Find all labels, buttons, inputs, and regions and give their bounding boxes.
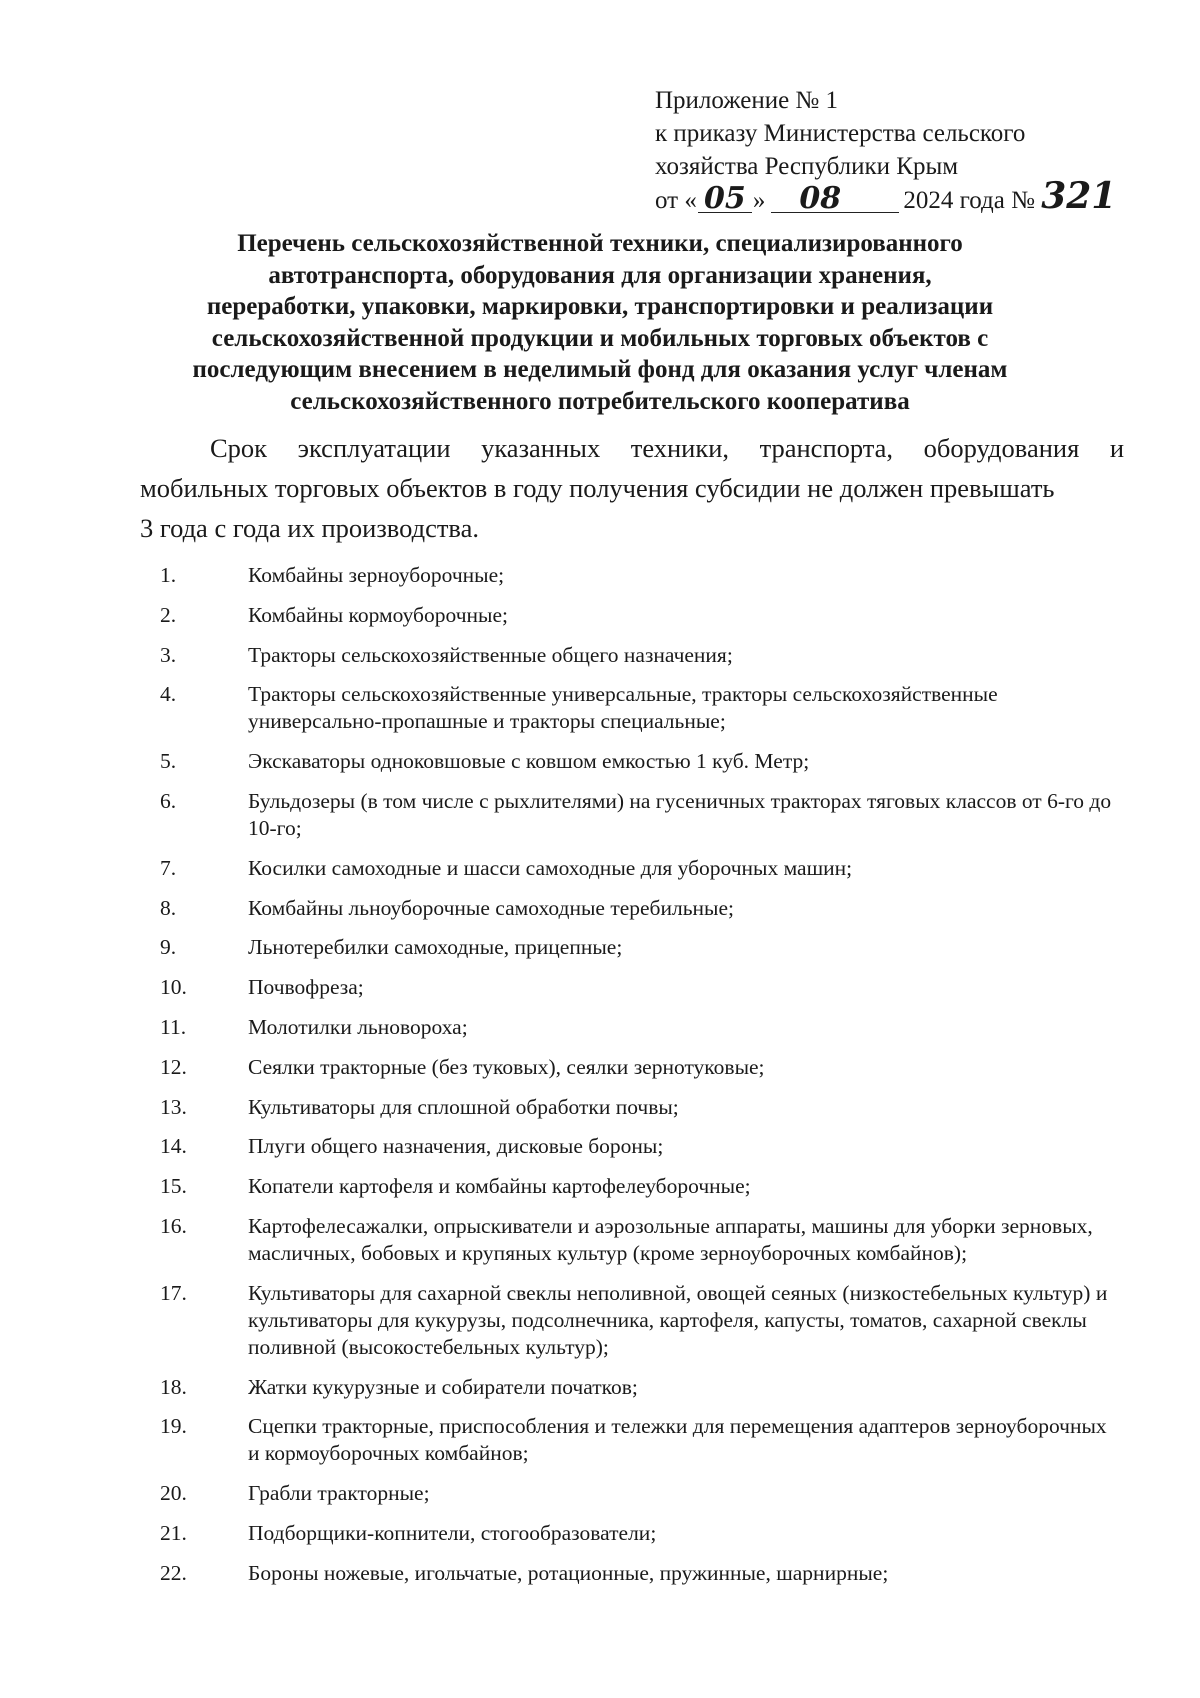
intro-paragraph <box>140 428 1124 548</box>
intro-word: указанных <box>481 433 601 463</box>
title-line: сельскохозяйственного потребительского кооператива <box>290 387 910 415</box>
item-text: Почвофреза; <box>248 975 364 1000</box>
date-day-handwritten: 05 <box>698 186 752 213</box>
item-number: 9. <box>160 935 177 960</box>
date-year: 2024 года № <box>903 187 1035 214</box>
title-line: сельскохозяйственной продукции и мобильных торговых объектов с <box>211 324 989 352</box>
list-item <box>160 1054 1120 1081</box>
list-item <box>160 855 1120 882</box>
intro-word: транспорта, <box>759 433 894 463</box>
item-number: 16. <box>160 1213 187 1238</box>
item-text: Грабли тракторные; <box>248 1481 430 1506</box>
item-number: 18. <box>160 1374 187 1399</box>
appendix-ministry: хозяйства Республики Крым <box>655 153 959 180</box>
item-number: 10. <box>160 975 187 1000</box>
item-text: Комбайны льноуборочные самоходные теребильные; <box>248 895 734 920</box>
item-text: Жатки кукурузные и собиратели початков; <box>248 1374 638 1399</box>
list-item <box>160 974 1120 1001</box>
item-number: 22. <box>160 1560 187 1585</box>
list-item <box>160 1480 1120 1507</box>
list-item <box>160 562 1120 589</box>
intro-word: эксплуатации <box>297 433 451 463</box>
item-text: Культиваторы для сахарной свеклы неполивной, овощей сеяных (низкостебельных культур) и культиваторы для кукурузы, подсолнечника, картофеля, капусты, томатов, сахарной свеклы поливной (высокостебельных культур); <box>248 1280 1108 1359</box>
item-number: 14. <box>160 1134 187 1159</box>
list-item <box>160 788 1120 842</box>
list-item <box>160 1560 1120 1587</box>
item-text: Бульдозеры (в том числе с рыхлителями) на гусеничных тракторах тяговых классов от 6-го до 10-го; <box>248 788 1112 840</box>
item-text: Копатели картофеля и комбайны картофелеуборочные; <box>248 1174 751 1199</box>
intro-word: оборудования <box>923 433 1080 463</box>
document-title <box>150 228 1050 417</box>
item-text: Картофелесажалки, опрыскиватели и аэрозольные аппараты, машины для уборки зерновых, масличных, бобовых и крупяных культур (кроме зерноуборочных комбайнов); <box>248 1213 1093 1265</box>
item-number: 19. <box>160 1414 187 1439</box>
date-month-handwritten: 08 <box>771 186 899 213</box>
intro-word: Срок <box>210 433 268 463</box>
item-number: 5. <box>160 749 177 774</box>
item-text: Льнотеребилки самоходные, прицепные; <box>248 935 623 960</box>
item-text: Комбайны зерноуборочные; <box>248 563 505 587</box>
item-number: 1. <box>160 563 177 587</box>
equipment-list <box>160 562 1120 1600</box>
intro-line-2: мобильных торговых объектов в году получения субсидии не должен превышать <box>140 473 1055 503</box>
intro-line-1 <box>140 428 1124 468</box>
item-number: 7. <box>160 855 177 880</box>
title-line: переработки, упаковки, маркировки, транспортировки и реализации <box>206 293 994 320</box>
title-line: Перечень сельскохозяйственной техники, специализированного <box>237 230 963 257</box>
appendix-date-line <box>655 175 1175 217</box>
item-text: Сцепки тракторные, приспособления и тележки для перемещения адаптеров зерноуборочных и кормоуборочных комбайнов; <box>248 1414 1107 1466</box>
list-item <box>160 602 1120 629</box>
appendix-order-ref: к приказу Министерства сельского <box>655 120 1026 147</box>
item-number: 2. <box>160 602 177 627</box>
list-item <box>160 748 1120 775</box>
list-item <box>160 1520 1120 1547</box>
item-number: 20. <box>160 1481 187 1506</box>
appendix-header <box>655 84 1175 217</box>
order-number-handwritten: 321 <box>1041 175 1117 217</box>
item-text: Бороны ножевые, игольчатые, ротационные, пружинные, шарнирные; <box>248 1560 889 1585</box>
item-number: 4. <box>160 682 177 707</box>
item-text: Подборщики-копнители, стогообразователи; <box>248 1520 657 1545</box>
list-item <box>160 681 1120 735</box>
item-number: 8. <box>160 895 177 920</box>
item-number: 21. <box>160 1520 187 1545</box>
list-item <box>160 1374 1120 1401</box>
item-text: Комбайны кормоуборочные; <box>248 602 508 627</box>
item-text: Молотилки льновороха; <box>248 1014 468 1039</box>
intro-line-3: 3 года с года их производства. <box>140 513 479 543</box>
item-number: 11. <box>160 1014 187 1039</box>
item-number: 12. <box>160 1054 187 1079</box>
item-text: Экскаваторы одноковшовые с ковшом емкостью 1 куб. Метр; <box>248 749 810 774</box>
item-text: Культиваторы для сплошной обработки почвы; <box>248 1094 679 1119</box>
date-prefix: от « <box>655 187 697 214</box>
list-item <box>160 1094 1120 1121</box>
title-line: последующим внесением в неделимый фонд для оказания услуг членам <box>192 356 1008 383</box>
list-item <box>160 1173 1120 1200</box>
item-number: 15. <box>160 1174 187 1199</box>
item-text: Плуги общего назначения, дисковые бороны; <box>248 1134 664 1159</box>
list-item <box>160 1133 1120 1160</box>
list-item <box>160 934 1120 961</box>
list-item <box>160 1413 1120 1467</box>
intro-word: и <box>1109 433 1124 463</box>
item-number: 17. <box>160 1280 187 1305</box>
item-text: Косилки самоходные и шасси самоходные для уборочных машин; <box>248 855 853 880</box>
intro-word: техники, <box>630 433 730 463</box>
list-item <box>160 1014 1120 1041</box>
list-item <box>160 642 1120 669</box>
item-number: 13. <box>160 1094 187 1119</box>
item-number: 3. <box>160 642 177 667</box>
date-close-quote: » <box>752 187 766 214</box>
title-line: автотранспорта, оборудования для организации хранения, <box>268 261 932 289</box>
list-item <box>160 895 1120 922</box>
item-text: Тракторы сельскохозяйственные общего назначения; <box>248 642 733 667</box>
item-number: 6. <box>160 788 177 813</box>
item-text: Сеялки тракторные (без туковых), сеялки зернотуковые; <box>248 1054 765 1079</box>
appendix-title: Приложение № 1 <box>655 87 839 114</box>
list-item <box>160 1280 1120 1361</box>
list-item <box>160 1213 1120 1267</box>
item-text: Тракторы сельскохозяйственные универсальные, тракторы сельскохозяйственные универсально-пропашные и тракторы специальные; <box>248 682 998 734</box>
